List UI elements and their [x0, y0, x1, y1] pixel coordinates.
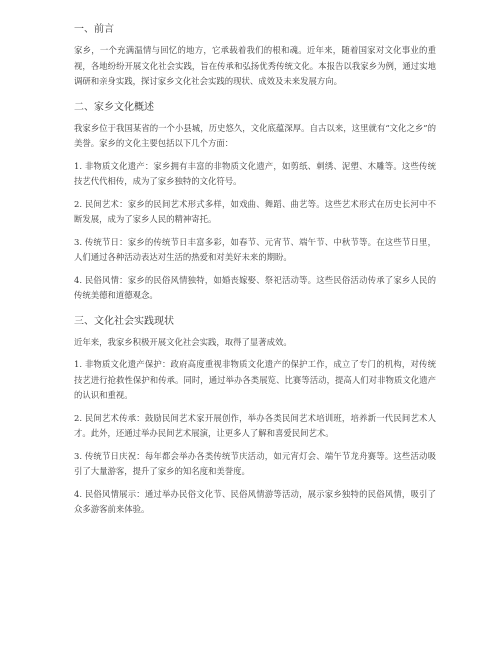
practice-list-item: 2. 民间艺术传承：鼓励民间艺术家开展创作，举办各类民间艺术培训班，培养新一代民间艺术人才。此外，还通过举办民间艺术展演，让更多人了解和喜爱民间艺术。 [74, 412, 436, 438]
overview-list-item: 1. 非物质文化遗产：家乡拥有丰富的非物质文化遗产，如剪纸、刺绣、泥塑、木雕等。这些传统技艺代代相传，成为了家乡独特的文化符号。 [74, 160, 436, 186]
overview-list-item: 3. 传统节日：家乡的传统节日丰富多彩，如春节、元宵节、端午节、中秋节等。在这些节日里，人们通过各种活动表达对生活的热爱和对美好未来的期盼。 [74, 236, 436, 262]
section-heading-overview: 二、家乡文化概述 [74, 101, 154, 113]
document-page [74, 22, 436, 525]
section-heading-practice-status: 三、文化社会实践现状 [74, 315, 174, 327]
overview-list-item: 4. 民俗风情：家乡的民俗风情独特，如婚丧嫁娶、祭祀活动等。这些民俗活动传承了家乡人民的传统美德和道德观念。 [74, 274, 436, 300]
preface-paragraph: 家乡，一个充满温情与回忆的地方，它承载着我们的根和魂。近年来，随着国家对文化事业的重视，各地纷纷开展文化社会实践，旨在传承和弘扬优秀传统文化。本报告以我家乡为例，通过实地调研和亲身实践，探讨家乡文化社会实践的现状、成效及未来发展方向。 [74, 45, 436, 86]
practice-list-item: 4. 民俗风情展示：通过举办民俗文化节、民俗风情游等活动，展示家乡独特的民俗风情，吸引了众多游客前来体验。 [74, 488, 436, 514]
practice-list-item: 1. 非物质文化遗产保护：政府高度重视非物质文化遗产的保护工作，成立了专门的机构，对传统技艺进行抢救性保护和传承。同时，通过举办各类展览、比赛等活动，提高人们对非物质文化遗产的认识和重视。 [74, 359, 436, 400]
overview-list-item: 2. 民间艺术：家乡的民间艺术形式多样，如戏曲、舞蹈、曲艺等。这些艺术形式在历史长河中不断发展，成为了家乡人民的精神寄托。 [74, 198, 436, 224]
practice-list-item: 3. 传统节日庆祝：每年都会举办各类传统节庆活动，如元宵灯会、端午节龙舟赛等。这些活动吸引了大量游客，提升了家乡的知名度和美誉度。 [74, 450, 436, 476]
practice-intro-paragraph: 近年来，我家乡积极开展文化社会实践，取得了显著成效。 [74, 336, 292, 347]
section-heading-preface: 一、前言 [74, 24, 114, 35]
overview-intro-paragraph: 我家乡位于我国某省的一个小县城，历史悠久，文化底蕴深厚。自古以来，这里就有“文化之乡”的美誉。家乡的文化主要包括以下几个方面： [74, 122, 436, 148]
